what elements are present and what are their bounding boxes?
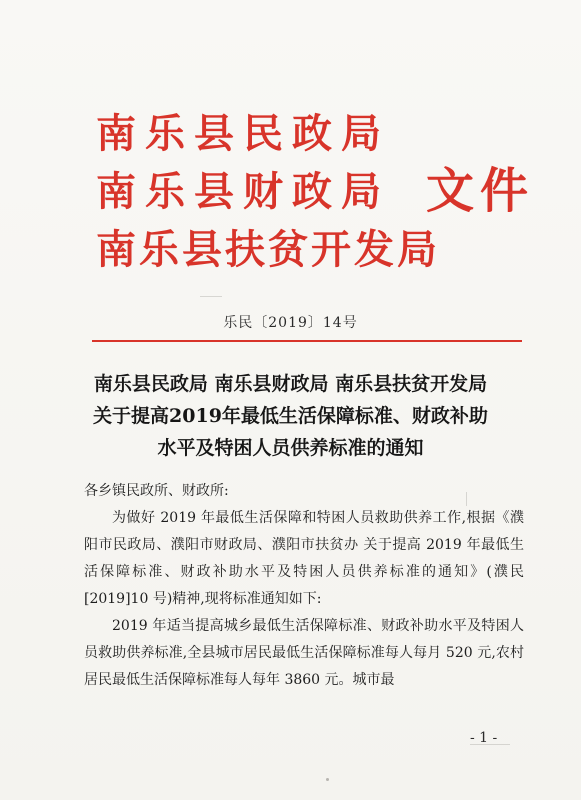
file-word: 文件 (426, 163, 535, 219)
issuer-line: 南乐县扶贫开发局 (96, 227, 440, 273)
title-line: 水平及特困人员供养标准的通知 (157, 437, 424, 459)
salutation: 各乡镇民政所、财政所: (84, 483, 229, 499)
title-line: 关于提高2019年最低生活保障标准、财政补助 (93, 405, 488, 427)
scan-artifact (466, 492, 467, 506)
issuer-line: 南乐县民政局 (96, 111, 390, 157)
scan-artifact (470, 744, 510, 745)
red-separator-line (92, 340, 522, 342)
document-title (60, 368, 521, 464)
issuer-line: 南乐县财政局 (96, 169, 390, 215)
scan-artifact (326, 778, 329, 781)
body-paragraph: 为做好 2019 年最低生活保障和特困人员救助供养工作,根据《濮阳市民政局、濮阳市财政局、濮阳市扶贫办 关于提高 2019 年最低生活保障标准、财政补助水平及特困人员供养标准的通知》(濮民[2019]10 号)精神,现将标准通知如下: (84, 510, 524, 607)
body-paragraph: 2019 年适当提高城乡最低生活保障标准、财政补助水平及特困人员救助供养标准,全县城市居民最低生活保障标准每人每月 520 元,农村居民最低生活保障标准每人每年 3860 元。城市最 (84, 618, 524, 688)
title-line: 南乐县民政局 南乐县财政局 南乐县扶贫开发局 (93, 373, 488, 395)
page-number: - 1 - (470, 730, 498, 746)
document-body (84, 478, 524, 694)
scan-artifact (200, 296, 222, 297)
document-number: 乐民〔2019〕14号 (223, 315, 358, 331)
